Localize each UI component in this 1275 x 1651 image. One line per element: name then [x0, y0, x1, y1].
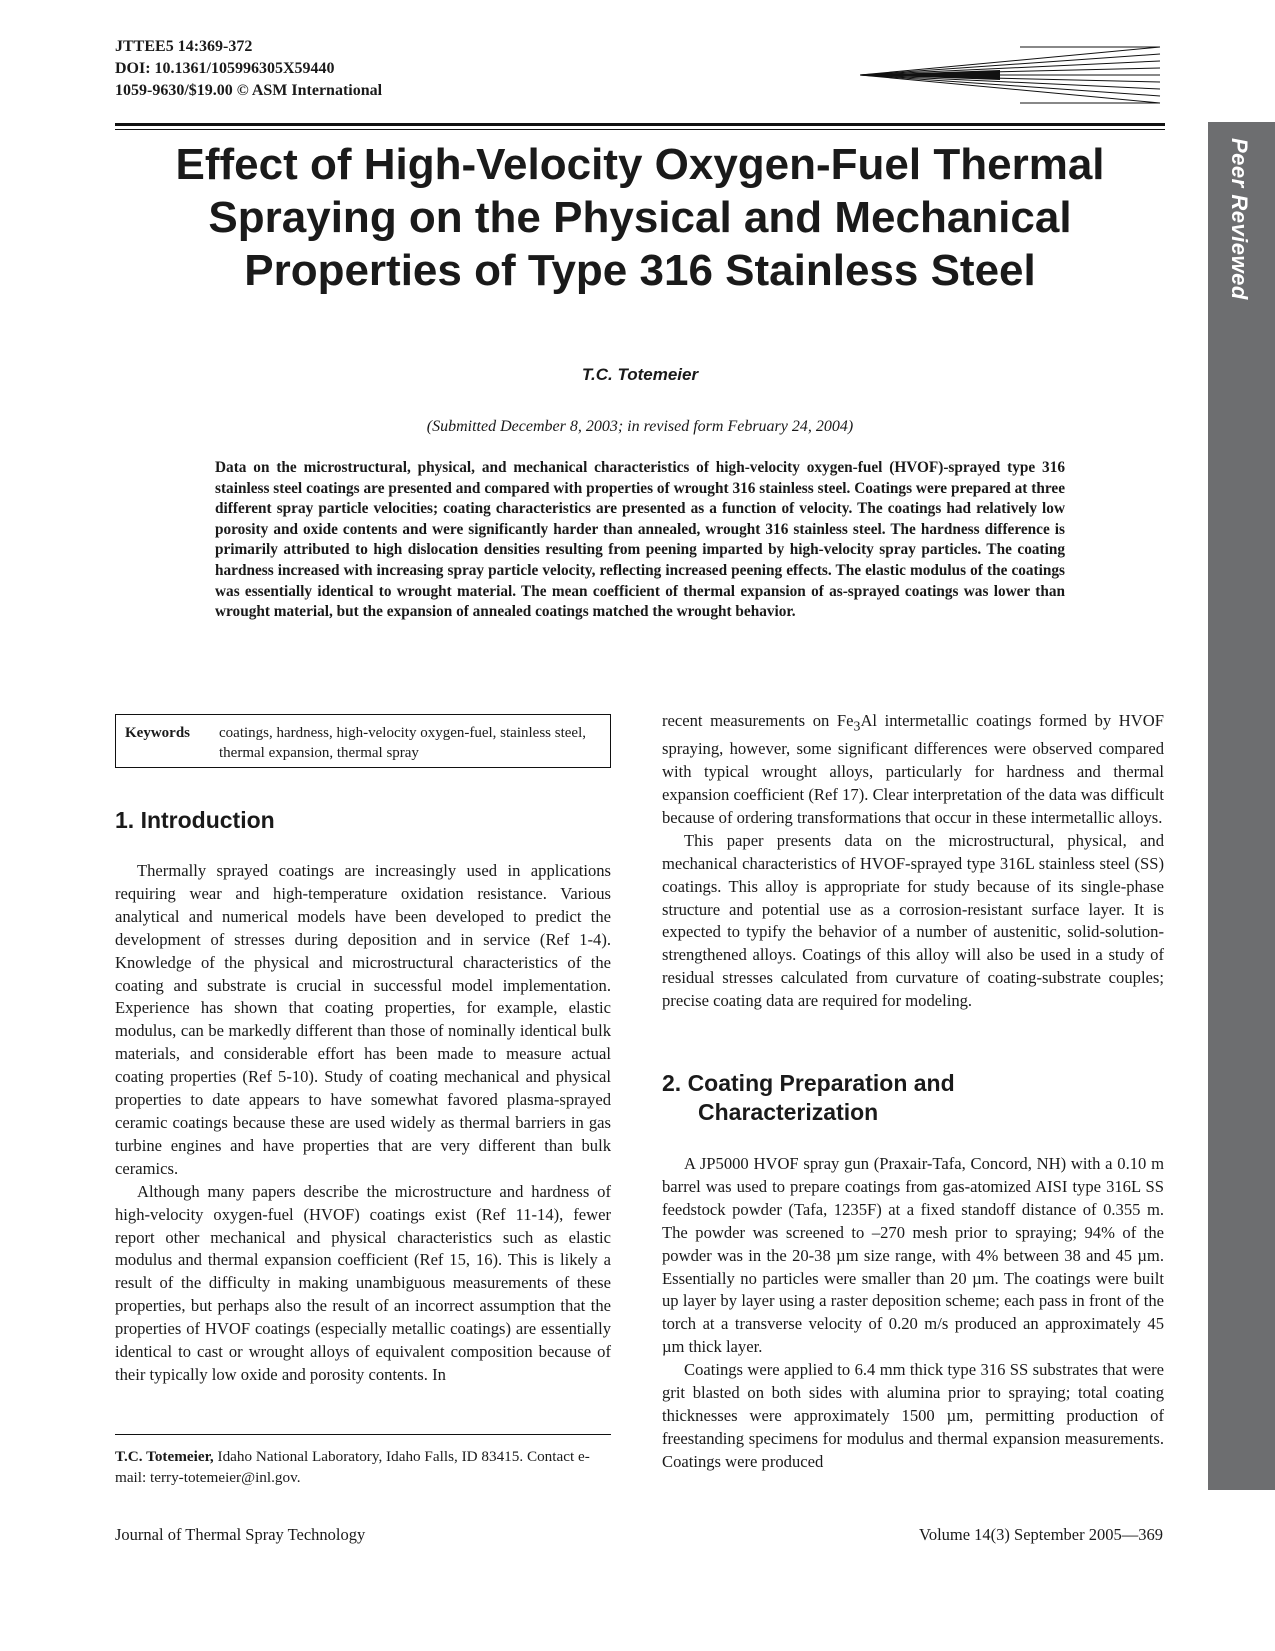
- footnote-affiliation: Idaho National Laboratory, Idaho Falls, ID 83415. Contact e-mail: terry-totemeier@inl.gov.: [115, 1448, 590, 1486]
- right-column-section2: [662, 1153, 1164, 1474]
- journal-logo-graphic: [860, 44, 1165, 106]
- footnote-author-name: T.C. Totemeier,: [115, 1448, 214, 1465]
- intro-paragraph-4: This paper presents data on the microstructural, physical, and mechanical characteristics of HVOF-sprayed type 316L stainless steel (SS) coatings. This alloy is appropriate for study because of its single-phase structure and potential use as a corrosion-resistant surface layer. It is expected to typify the behavior of a number of austenitic, solid-solution-strengthened alloys. Coatings of this alloy will also be used in a study of residual stresses calculated from curvature of coating-substrate couples; precise coating data are required for modeling.: [662, 830, 1164, 1011]
- author-footnote: [115, 1446, 611, 1488]
- intro-p3-start: recent measurements on Fe: [662, 711, 854, 730]
- intro-p3-end: Al intermetallic coatings formed by HVOF spraying, however, some significant differences were observed compared with typical wrought alloys, particularly for hardness and thermal expansion coefficient (Ref 17). Clear interpretation of the data was difficult because of ordering transformations that occur in these intermetallic alloys.: [662, 711, 1164, 827]
- journal-code: JTTEE5 14:369-372: [115, 38, 253, 55]
- footnote-rule: [115, 1434, 611, 1435]
- keywords-text: coatings, hardness, high-velocity oxygen-fuel, stainless steel, thermal expansion, thermal spray: [219, 725, 586, 761]
- section-heading-coating-preparation: [662, 1069, 955, 1127]
- intro-p3-subscript: 3: [853, 718, 861, 734]
- header-rule: [115, 123, 1165, 126]
- section2-heading-line2: Characterization: [698, 1099, 879, 1125]
- section-heading-introduction: 1. Introduction: [115, 807, 275, 833]
- journal-header: [115, 36, 382, 102]
- intro-paragraph-1: Thermally sprayed coatings are increasingly used in applications requiring wear and high-temperature oxidation resistance. Various analytical and numerical models have been developed to predict the development of stresses during deposition and in service (Ref 1-4). Knowledge of the physical and microstructural characteristics of the coating and substrate is crucial in successful model implementation. Experience has shown that coating properties, for example, elastic modulus, can be markedly different than those of nominally identical bulk materials, and considerable effort has been made to measure actual coating properties (Ref 5-10). Study of coating mechanical and physical properties to date appears to have somewhat favored plasma-sprayed ceramic coatings because these are used widely as thermal barriers in gas turbine engines and have properties that are very different than bulk ceramics.: [115, 861, 611, 1178]
- intro-paragraph-2: Although many papers describe the microstructure and hardness of high-velocity oxygen-fuel (HVOF) coatings exist (Ref 11-14), fewer report other mechanical and physical characteristics such as elastic modulus and thermal expansion coefficient (Ref 15, 16). This is likely a result of the difficulty in making unambiguous measurements of these properties, but perhaps also the result of an incorrect assumption that the properties of HVOF coatings (especially metallic coatings) are essentially identical to cast or wrought alloys of equivalent composition because of their typically low oxide and porosity contents. In: [115, 1181, 611, 1384]
- footer-volume-page: Volume 14(3) September 2005—369: [919, 1525, 1163, 1544]
- author: T.C. Totemeier: [581, 365, 699, 384]
- peer-reviewed-label: Peer Reviewed: [1227, 138, 1252, 300]
- left-column: [115, 860, 611, 1387]
- right-column: [662, 710, 1164, 1013]
- keywords-label: Keywords: [125, 725, 190, 741]
- price-copyright: 1059-9630/$19.00 © ASM International: [115, 82, 383, 99]
- doi: DOI: 10.1361/105996305X59440: [115, 60, 335, 77]
- article-title: Effect of High-Velocity Oxygen-Fuel Thermal Spraying on the Physical and Mechanical Properties of Type 316 Stainless Steel: [175, 140, 1105, 295]
- header-rule-thin: [115, 129, 1165, 130]
- section2-heading-line1: 2. Coating Preparation and: [662, 1070, 955, 1096]
- peer-reviewed-tab: [1208, 122, 1275, 1490]
- section2-paragraph-2: Coatings were applied to 6.4 mm thick type 316 SS substrates that were grit blasted on both sides with alumina prior to spraying; total coating thicknesses were approximately 1500 µm, permitting production of freestanding specimens for modulus and thermal expansion measurements. Coatings were produced: [662, 1360, 1164, 1471]
- submission-dates: (Submitted December 8, 2003; in revised form February 24, 2004): [426, 418, 854, 435]
- keywords-box: [115, 714, 611, 768]
- footer-journal: Journal of Thermal Spray Technology: [115, 1525, 366, 1544]
- abstract: Data on the microstructural, physical, and mechanical characteristics of high-velocity oxygen-fuel (HVOF)-sprayed type 316 stainless steel coatings are presented and compared with properties of wrought 316 stainless steel. Coatings were prepared at three different spray particle velocities; coating characteristics are presented as a function of velocity. The coatings had relatively low porosity and oxide contents and were significantly harder than annealed, wrought 316 stainless steel. The hardness difference is primarily attributed to high dislocation densities resulting from peening imparted by high-velocity spray particles. The coating hardness increased with increasing spray particle velocity, reflecting increased peening effects. The elastic modulus of the coatings was essentially identical to wrought material. The mean coefficient of thermal expansion of as-sprayed coatings was lower than wrought material, but the expansion of annealed coatings matched the wrought behavior.: [215, 459, 1065, 621]
- section2-paragraph-1: A JP5000 HVOF spray gun (Praxair-Tafa, Concord, NH) with a 0.10 m barrel was used to prepare coatings from gas-atomized AISI type 316L SS feedstock powder (Tafa, 1235F) at a fixed standoff distance of 0.355 m. The powder was screened to –270 mesh prior to spraying; 94% of the powder was in the 20-38 µm size range, with 4% between 38 and 45 µm. Essentially no particles were smaller than 20 µm. The coatings were built up layer by layer using a raster deposition scheme; each pass in front of the torch at a transverse velocity of 0.20 m/s produced an approximately 45 µm thick layer.: [662, 1154, 1164, 1357]
- intro-paragraph-3: [662, 710, 1164, 830]
